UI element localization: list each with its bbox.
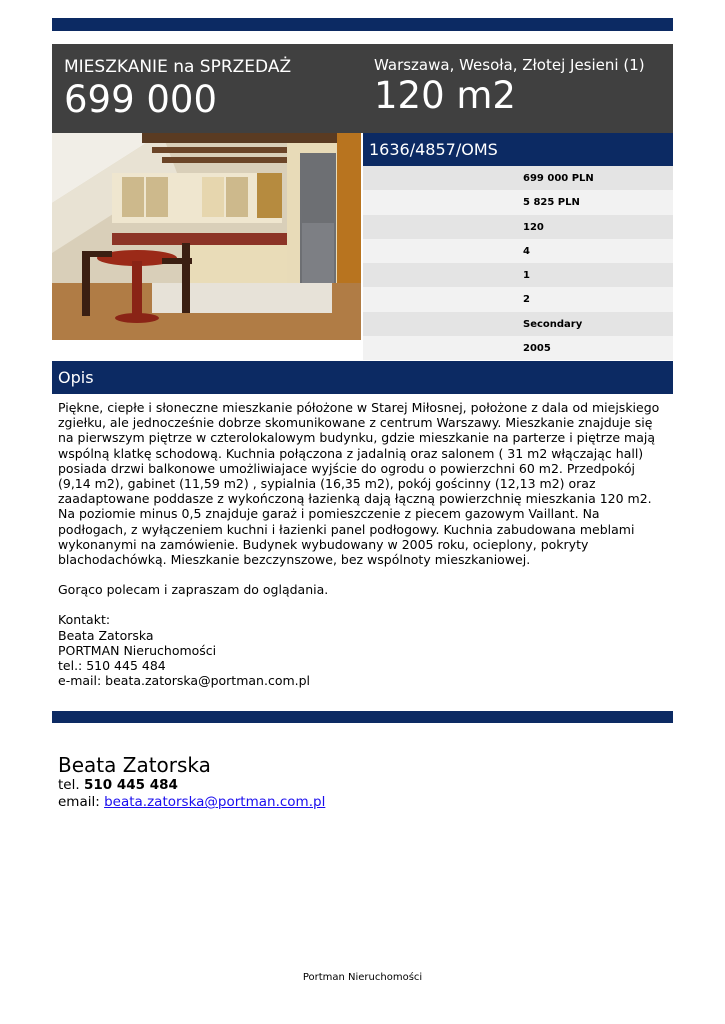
description-heading: Opis	[58, 368, 94, 387]
contact-name: Beata Zatorska	[58, 627, 154, 643]
footer-text: Portman Nieruchomości	[302, 972, 423, 983]
kitchen-photo-illustration	[52, 133, 361, 340]
detail-value: 2005	[523, 343, 551, 355]
description-closing: Gorąco polecam i zapraszam do oglądania.	[58, 582, 329, 598]
details-row	[363, 190, 673, 214]
agent-phone-line	[58, 777, 325, 794]
agent-phone: 510 445 484	[83, 777, 178, 793]
description-paragraph: Piękne, ciepłe i słoneczne mieszkanie półożone w Starej Miłosnej, położone z dala od miejskiego zgiełku, ale jednocześnie dobrze skomunikowane z centrum Warszawy. Mieszkanie znajduje się na pierwszym piętrze w czterolokalowym budynku, gdzie mieszkanie na parterze i piętrze mają wspólną klatkę schodową. Kuchnia połączona z jadalnią oraz salonem ( 31 m2 włączając hall) posiada drzwi balkonowe umożliwiajace wyjście do ogrodu o powierzchni 60 m2. Przedpokój (9,14 m2), gabinet (11,59 m2) , sypialnia (16,35 m2), pokój gościnny (12,13 m2) oraz zaadaptowane poddasze z wykończoną łazienką dają łączną powierzchnię mieszkania 120 m2. Na poziomie minus 0,5 znajduje garaż i pomieszczenie z piecem gazowym Vaillant. Na podłogach, z wyłączeniem kuchni i łazienki panel podłogowy. Kuchnia zabudowana meblami wykonanymi na zamówienie. Budynek wybudowany w 2005 roku, ocieplony, pokryty blachodachówką. Mieszkanie bezczynszowe, bez wspólnoty mieszkaniowej.	[58, 400, 660, 568]
agent-email-link[interactable]: beata.zatorska@portman.com.pl	[104, 794, 326, 810]
contact-email: e-mail: beata.zatorska@portman.com.pl	[58, 673, 311, 689]
agent-phone-label: tel.	[58, 777, 80, 793]
contact-company: PORTMAN Nieruchomości	[58, 642, 217, 658]
reference-bar	[363, 133, 673, 166]
detail-value: 120	[523, 221, 544, 233]
agent-email-line	[58, 794, 325, 811]
listing-area: 120 m2	[374, 74, 516, 117]
detail-value: Secondary	[523, 318, 583, 330]
bottom-accent-bar	[52, 711, 673, 723]
contact-label: Kontakt:	[58, 612, 111, 628]
details-row	[363, 312, 673, 336]
listing-address: Warszawa, Wesoła, Złotej Jesieni (1)	[374, 56, 645, 74]
listing-type: MIESZKANIE na SPRZEDAŻ	[64, 57, 292, 77]
details-row	[363, 336, 673, 360]
details-row	[363, 215, 673, 239]
agent-card	[58, 753, 325, 811]
details-table	[363, 166, 673, 360]
details-row	[363, 287, 673, 311]
description-heading-bar	[52, 361, 673, 394]
details-row	[363, 263, 673, 287]
contact-phone: tel.: 510 445 484	[58, 658, 166, 674]
detail-value: 5 825 PLN	[523, 197, 580, 209]
detail-value: 699 000 PLN	[523, 173, 594, 184]
top-accent-bar	[52, 18, 673, 31]
listing-header	[52, 44, 673, 133]
details-row	[363, 166, 673, 190]
listing-price: 699 000	[64, 78, 218, 121]
property-photo	[52, 133, 361, 340]
reference-number: 1636/4857/OMS	[369, 140, 498, 159]
detail-value: 1	[523, 270, 530, 282]
agent-name: Beata Zatorska	[58, 753, 211, 777]
detail-value: 4	[523, 245, 530, 257]
description-body	[58, 400, 670, 688]
agent-email-label: email:	[58, 794, 100, 810]
details-row	[363, 239, 673, 263]
detail-value: 2	[523, 294, 530, 306]
